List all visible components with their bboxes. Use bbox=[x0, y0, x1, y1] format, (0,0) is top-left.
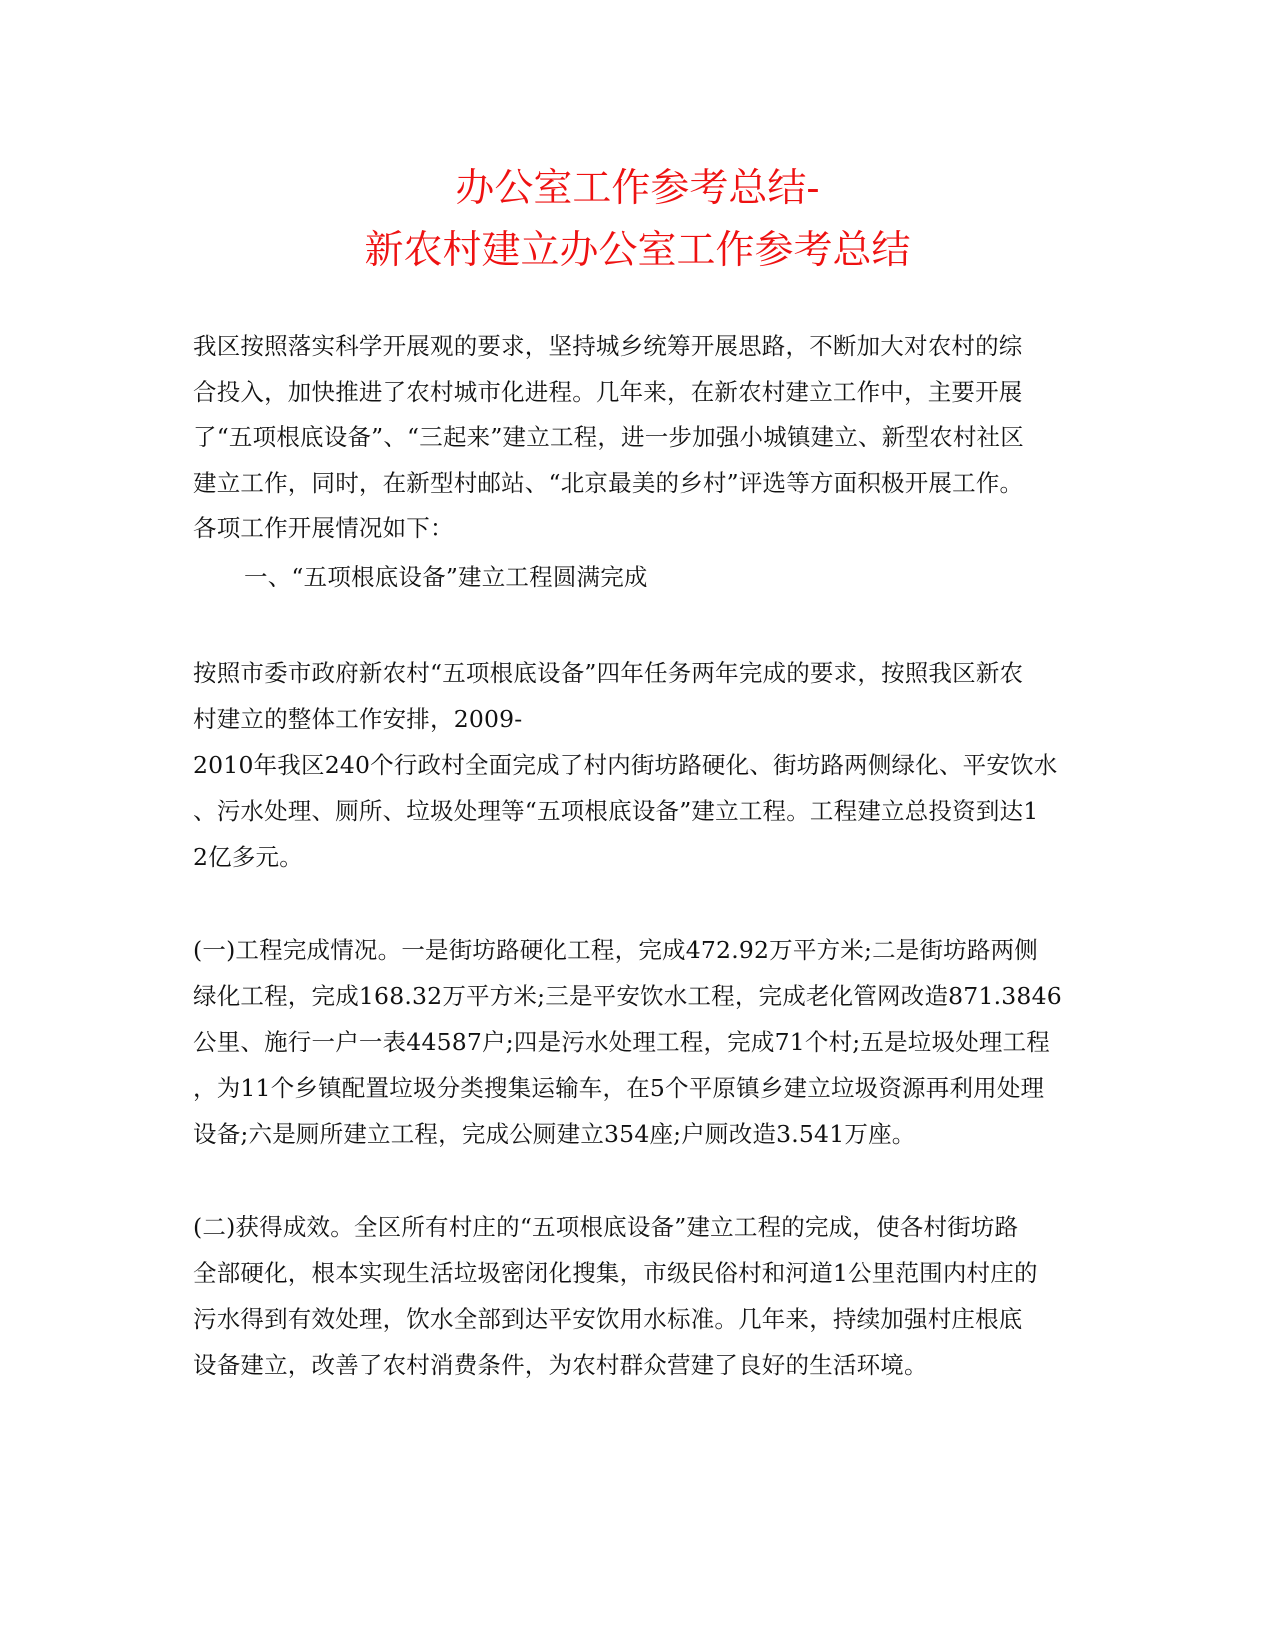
title-line-2: 新农村建立办公室工作参考总结 bbox=[364, 228, 911, 273]
paragraph-1-line: 各项工作开展情况如下： bbox=[193, 514, 454, 542]
paragraph-3-line: 公里、施行一户一表44587户;四是污水处理工程，完成71个村;五是垃圾处理工程 bbox=[193, 1028, 1050, 1056]
paragraph-4-line: 全部硬化，根本实现生活垃圾密闭化搜集，市级民俗村和河道1公里范围内村庄的 bbox=[193, 1259, 1038, 1287]
paragraph-3-line: 绿化工程，完成168.32万平方米;三是平安饮水工程，完成老化管网改造871.3846 bbox=[193, 982, 1062, 1010]
paragraph-3-line: ，为11个乡镇配置垃圾分类搜集运输车，在5个平原镇乡建立垃圾资源再利用处理 bbox=[193, 1074, 1045, 1102]
paragraph-1-line: 建立工作，同时，在新型村邮站、“北京最美的乡村”评选等方面积极开展工作。 bbox=[193, 469, 1024, 497]
paragraph-1-line: 我区按照落实科学开展观的要求，坚持城乡统筹开展思路，不断加大对农村的综 bbox=[193, 332, 1023, 360]
paragraph-4-line: (二)获得成效。全区所有村庄的“五项根底设备”建立工程的完成，使各村街坊路 bbox=[193, 1213, 1019, 1241]
paragraph-2-line: 按照市委市政府新农村“五项根底设备”四年任务两年完成的要求，按照我区新农 bbox=[193, 659, 1024, 687]
title-line-1: 办公室工作参考总结- bbox=[455, 166, 820, 211]
paragraph-1-line: 合投入，加快推进了农村城市化进程。几年来，在新农村建立工作中，主要开展 bbox=[193, 378, 1023, 406]
paragraph-1-line: 了“五项根底设备”、“三起来”建立工程，进一步加强小城镇建立、新型农村社区 bbox=[193, 423, 1024, 451]
paragraph-3-line: 设备;六是厕所建立工程，完成公厕建立354座;户厕改造3.541万座。 bbox=[193, 1120, 916, 1148]
paragraph-2-line: 村建立的整体工作安排，2009- bbox=[193, 705, 523, 733]
paragraph-3-line: (一)工程完成情况。一是街坊路硬化工程，完成472.92万平方米;二是街坊路两侧 bbox=[193, 936, 1038, 964]
paragraph-2-line: 2亿多元。 bbox=[193, 843, 303, 871]
section-heading: 一、“五项根底设备”建立工程圆满完成 bbox=[244, 563, 648, 591]
paragraph-4-line: 设备建立，改善了农村消费条件，为农村群众营建了良好的生活环境。 bbox=[193, 1351, 928, 1379]
paragraph-2-line: 2010年我区240个行政村全面完成了村内街坊路硬化、街坊路两侧绿化、平安饮水 bbox=[193, 751, 1058, 779]
paragraph-2-line: 、污水处理、厕所、垃圾处理等“五项根底设备”建立工程。工程建立总投资到达1 bbox=[193, 797, 1039, 825]
paragraph-4-line: 污水得到有效处理，饮水全部到达平安饮用水标准。几年来，持续加强村庄根底 bbox=[193, 1305, 1023, 1333]
